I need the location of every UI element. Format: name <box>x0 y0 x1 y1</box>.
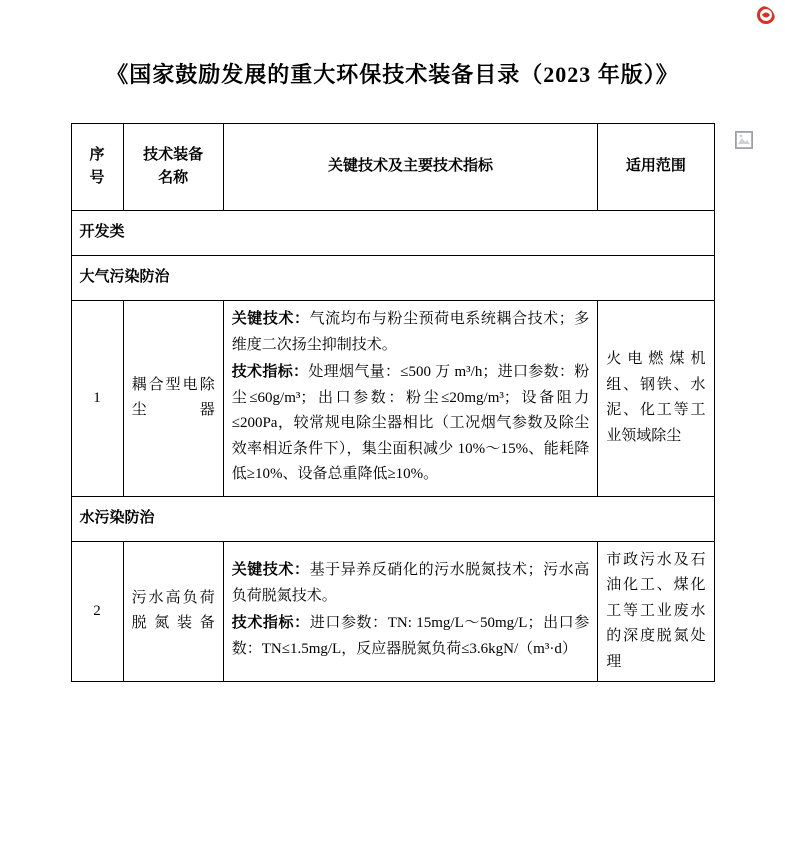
column-header-index-line2: 号 <box>89 170 105 186</box>
row-scope: 市政污水及石油化工、煤化工等工业废水的深度脱氮处理 <box>598 541 714 682</box>
table-row <box>71 541 714 682</box>
section-title-development: 开发类 <box>71 211 714 256</box>
catalog-table <box>71 123 715 682</box>
column-header-index-line1: 序 <box>89 146 105 163</box>
technical-spec-paragraph <box>232 360 590 488</box>
section-row-water <box>71 496 714 541</box>
row-equipment-name: 耦合型电除尘器 <box>123 301 223 497</box>
row-equipment-name: 污水高负荷脱氮装备 <box>123 541 223 682</box>
technical-spec-label: 技术指标： <box>231 364 309 380</box>
column-header-index <box>71 124 123 211</box>
column-header-name-line2: 名称 <box>158 170 189 186</box>
section-row-air <box>71 256 714 301</box>
row-scope: 火电燃煤机组、钢铁、水泥、化工等工业领域除尘 <box>598 301 714 497</box>
row-key-technology <box>223 541 598 682</box>
red-seal-icon <box>749 6 775 32</box>
table-row <box>71 301 714 497</box>
row-key-technology <box>223 301 598 497</box>
column-header-key-tech: 关键技术及主要技术指标 <box>223 124 598 211</box>
key-technology-paragraph <box>232 558 590 609</box>
technical-spec-paragraph <box>232 611 590 662</box>
key-technology-paragraph <box>232 307 590 358</box>
table-header-row <box>71 124 714 211</box>
technical-spec-label: 技术指标： <box>231 615 310 632</box>
key-technology-label: 关键技术： <box>231 562 310 579</box>
image-placeholder-icon <box>735 131 753 149</box>
page-title: 《国家鼓励发展的重大环保技术装备目录（2023 年版）》 <box>106 62 679 87</box>
key-technology-label: 关键技术： <box>231 311 310 327</box>
section-title-air: 大气污染防治 <box>71 256 714 301</box>
section-title-water: 水污染防治 <box>71 496 714 541</box>
column-header-name <box>123 124 223 211</box>
column-header-scope: 适用范围 <box>598 124 714 211</box>
key-technology-text: 气流均布与粉尘预荷电系统耦合技术；多维度二次扬尘抑制技术。 <box>231 311 590 353</box>
technical-spec-text: 进口参数：TN: 15mg/L～50mg/L；出口参数：TN≤1.5mg/L，反应器脱氮负荷≤3.6kgN/（m³·d） <box>231 615 590 657</box>
row-index: 2 <box>71 541 123 682</box>
row-index: 1 <box>71 301 123 497</box>
technical-spec-text: 处理烟气量：≤500 万 m³/h；进口参数：粉尘≤60g/m³；出口参数：粉尘≤20mg/m³；设备阻力≤200Pa，较常规电除尘器相比（工况烟气参数及除尘效率相近条件下），集尘面积减少 10%～15%、能耗降低≥10%、设备总重降低≥10%。 <box>231 364 590 482</box>
key-technology-text: 基于异养反硝化的污水脱氮技术；污水高负荷脱氮技术。 <box>231 562 590 604</box>
catalog-table-wrapper <box>71 123 715 682</box>
section-row-development <box>71 211 714 256</box>
column-header-name-line1: 技术装备 <box>143 146 204 163</box>
